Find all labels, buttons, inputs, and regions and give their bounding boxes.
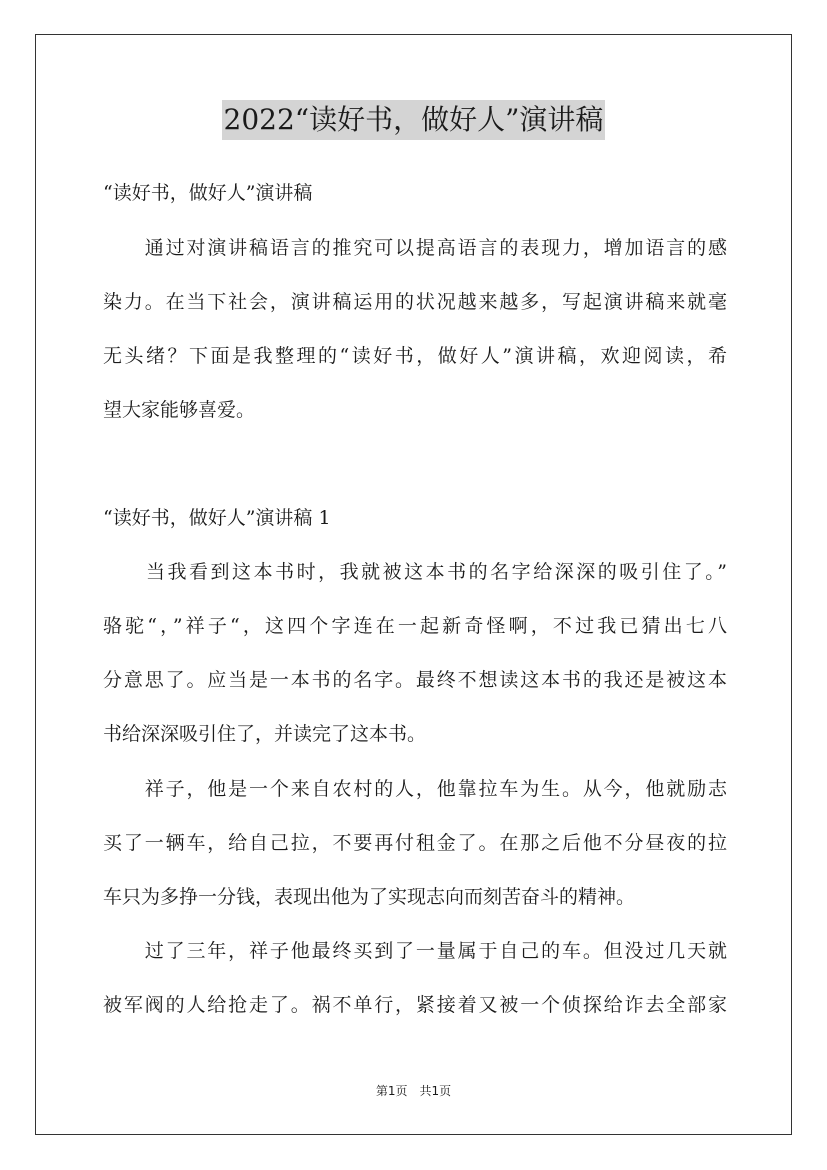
text-line: 无头绪？下面是我整理的“读好书，做好人”演讲稿，欢迎阅读，希 (103, 345, 727, 367)
text-line: 书给深深吸引住了，并读完了这本书。 (103, 723, 427, 745)
text-line: 过了三年，祥子他最终买到了一量属于自己的车。但没过几天就 (103, 940, 727, 962)
text-line: 当我看到这本书时，我就被这本书的名字给深深的吸引住了。” (103, 561, 727, 583)
text-line: 望大家能够喜爱。 (103, 399, 256, 421)
page-footer (0, 1083, 827, 1099)
text-line: 买了一辆车，给自己拉，不要再付租金了。在那之后他不分昼夜的拉 (103, 832, 727, 854)
text-line: 分意思了。应当是一本书的名字。最终不想读这本书的我还是被这本 (103, 669, 727, 691)
document-title: 2022“读好书，做好人”演讲稿 (222, 100, 606, 140)
text-line: 祥子，他是一个来自农村的人，他靠拉车为生。从今，他就励志 (103, 778, 727, 800)
page-number: 第1页 (375, 1084, 408, 1098)
text-line: 被军阀的人给抢走了。祸不单行，紧接着又被一个侦探给诈去全部家 (103, 994, 727, 1016)
text-line: 车只为多挣一分钱，表现出他为了实现志向而刻苦奋斗的精神。 (103, 886, 636, 908)
title-block (0, 100, 827, 140)
text-line: 通过对演讲稿语言的推究可以提高语言的表现力，增加语言的感 (103, 237, 727, 259)
text-line: 染力。在当下社会，演讲稿运用的状况越来越多，写起演讲稿来就毫 (103, 291, 727, 313)
section-heading: “读好书，做好人”演讲稿 1 (103, 507, 331, 529)
page-total: 共1页 (419, 1084, 452, 1098)
subtitle-line: “读好书，做好人”演讲稿 (103, 182, 313, 204)
text-line: 骆驼“，”祥子“，这四个字连在一起新奇怪啊，不过我已猜出七八 (103, 615, 727, 637)
